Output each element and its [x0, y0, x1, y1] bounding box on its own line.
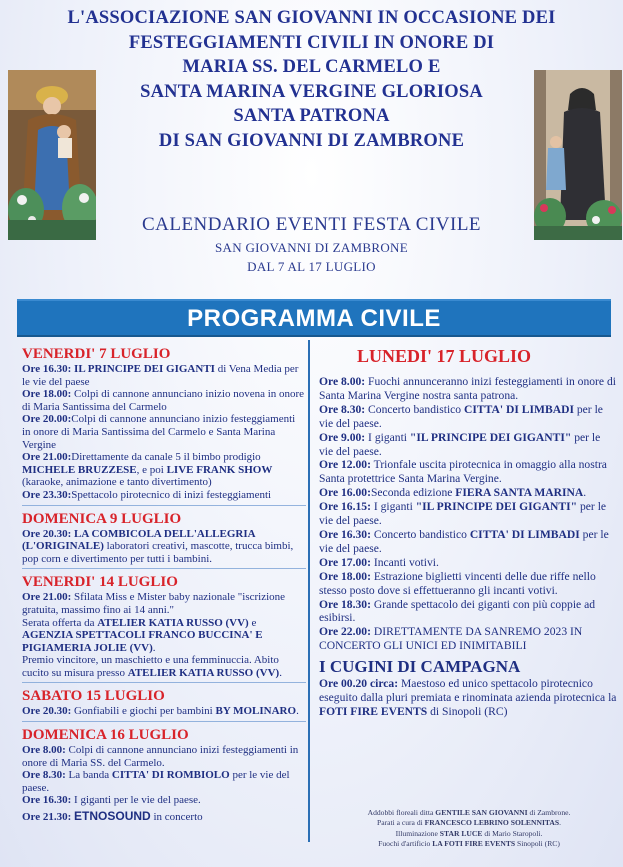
- credits: [323, 808, 615, 850]
- program-entry: Ore 8.00: Colpi di cannone annunciano inizi festeggiamenti in onore di Maria SS. del Carmelo.: [22, 744, 299, 769]
- program-entry: Ore 22.00: DIRETTAMENTE DA SANREMO 2023 IN CONCERTO GLI UNICI ED INIMITABILI: [319, 625, 583, 653]
- day-heading: VENERDI' 7 LUGLIO: [22, 346, 171, 362]
- program-entry: Ore 20.30: LA COMBICOLA DELL'ALLEGRIA (L'ORIGINALE) laboratori creativi, mascotte, trucca bimbi, pop corn e divertimento per tutti i bambini.: [22, 527, 294, 565]
- credit-line: Addobbi floreali ditta GENTILE SAN GIOVANNI di Zambrone.: [367, 808, 571, 817]
- title-line: DI SAN GIOVANNI DI ZAMBRONE: [158, 130, 465, 151]
- right-program-column: [319, 345, 617, 719]
- program-entry: Ore 16.00:Seconda edizione FIERA SANTA MARINA.: [319, 486, 587, 500]
- program-entry: Ore 18.30: Grande spettacolo dei giganti con più coppie ad esibirsi.: [319, 597, 596, 625]
- program-entry: Ore 21.00:Direttamente da canale 5 il bimbo prodigio MICHELE BRUZZESE, e poi LIVE FRANK SHOW (karaoke, animazione e tanto divertimento): [22, 451, 273, 489]
- day-heading: VENERDI' 14 LUGLIO: [22, 574, 178, 591]
- program-entry: Ore 18.00: Estrazione biglietti vincenti delle due riffe nello stesso posto dove si effettueranno gli incanti votivi.: [319, 569, 596, 597]
- program-entry: Ore 12.00: Trionfale uscita pirotecnica in omaggio alla nostra Santa protettrice Santa Marina Vergine.: [319, 458, 607, 486]
- program-entry: Ore 16.15: I giganti "IL PRINCIPE DEI GIGANTI" per le vie del paese.: [319, 500, 607, 528]
- program-entry: Ore 16.30: IL PRINCIPE DEI GIGANTI di Vena Media per le vie del paese: [22, 363, 299, 388]
- program-entry: Ore 8.00: Fuochi annunceranno inizi festeggiamenti in onore di Santa Marina Vergine nostra santa patrona.: [319, 375, 616, 402]
- program-entry: Ore 16.30: I giganti per le vie del paese.: [22, 794, 201, 807]
- day-heading: DOMENICA 9 LUGLIO: [22, 510, 182, 527]
- credit-line: Fuochi d'artificio LA FOTI FIRE EVENTS Sinopoli (RC): [378, 839, 560, 849]
- credit-line: Illuminazione STAR LUCE di Mario Staropoli.: [395, 828, 543, 838]
- calendar-title: CALENDARIO EVENTI FESTA CIVILE: [141, 214, 482, 235]
- calendar-dates: DAL 7 AL 17 LUGLIO: [247, 259, 376, 274]
- section-separator: [22, 721, 306, 722]
- program-entry: Ore 20.30: Gonfiabili e giochi per bambini BY MOLINARO.: [22, 705, 299, 718]
- day-heading: SABATO 15 LUGLIO: [22, 688, 165, 705]
- headliner: I CUGINI DI CAMPAGNA: [319, 657, 521, 677]
- title-line: SANTA MARINA VERGINE GLORIOSA: [140, 81, 483, 102]
- day-heading: LUNEDI' 17 LUGLIO: [357, 346, 532, 366]
- title-line: MARIA SS. DEL CARMELO E: [182, 57, 441, 78]
- program-entry: Ore 21.00: Sfilata Miss e Mister baby nazionale "iscrizione gratuita, massimo fino ai 14 anni.": [22, 591, 286, 616]
- program-entry: Ore 00.20 circa: Maestoso ed unico spettacolo pirotecnico eseguito dalla pluri premiata e rinominata azienda pirotecnica la FOTI FIRE EVENTS di Sinopoli (RC): [319, 677, 617, 718]
- column-divider: [308, 340, 310, 842]
- title-line: FESTEGGIAMENTI CIVILI IN ONORE DI: [128, 32, 495, 53]
- program-entry: Ore 17.00: Incanti votivi.: [319, 555, 439, 569]
- programma-banner: PROGRAMMA CIVILE: [17, 299, 611, 337]
- program-entry: Ore 18.00: Colpi di cannone annunciano inizio novena in onore di Maria Santissima del Carmelo: [22, 388, 305, 413]
- section-separator: [22, 505, 306, 506]
- program-entry: Ore 23.30:Spettacolo pirotecnico di inizi festeggiamenti: [22, 488, 272, 501]
- program-entry: Ore 9.00: I giganti "IL PRINCIPE DEI GIGANTI" per le vie del paese.: [319, 430, 601, 458]
- program-entry: Ore 20.00:Colpi di cannone annunciano inizio festeggiamenti in onore di Maria Santissima del Carmelo e Santa Marina Vergine: [22, 413, 296, 451]
- left-program-column: [22, 345, 306, 824]
- program-entry: Serata offerta da ATELIER KATIA RUSSO (VV) e AGENZIA SPETTACOLI FRANCO BUCCINA' E PIGIAMERIA JOLIE (VV).: [22, 616, 263, 654]
- program-entry: Ore 8.30: Concerto bandistico CITTA' DI LIMBADI per le vie del paese.: [319, 402, 603, 430]
- calendar-place: SAN GIOVANNI DI ZAMBRONE: [215, 240, 408, 255]
- program-entry: Ore 21.30: ETNOSOUND in concerto: [22, 809, 203, 824]
- day-heading: DOMENICA 16 LUGLIO: [22, 727, 189, 744]
- title-line: SANTA PATRONA: [233, 106, 390, 127]
- title-line: L'ASSOCIAZIONE SAN GIOVANNI IN OCCASIONE DEI: [67, 8, 556, 28]
- program-entry: Ore 16.30: Concerto bandistico CITTA' DI LIMBADI per le vie del paese.: [319, 527, 609, 555]
- credit-line: Parati a cura di FRANCESCO LEBRINO SOLENNITAS.: [376, 818, 562, 828]
- section-separator: [22, 682, 306, 683]
- program-entry: Premio vincitore, un maschietto e una femminuccia. Abito cucito su misura presso ATELIER KATIA RUSSO (VV).: [22, 654, 282, 679]
- section-separator: [22, 568, 306, 569]
- program-entry: Ore 8.30: La banda CITTA' DI ROMBIOLO per le vie del paese.: [22, 769, 290, 794]
